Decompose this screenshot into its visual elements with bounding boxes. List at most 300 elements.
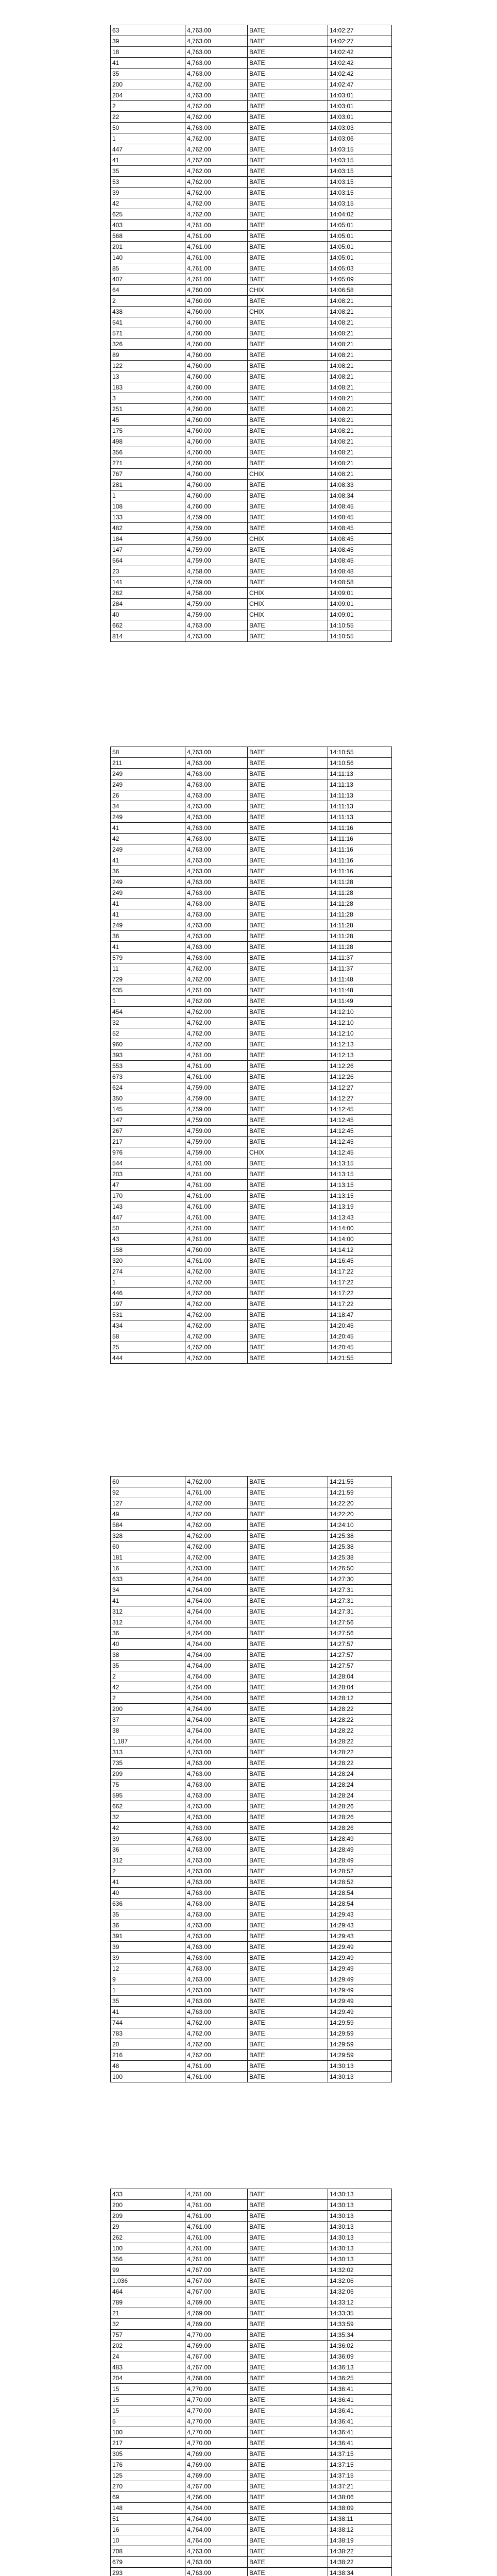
table-row xyxy=(111,1018,392,1028)
volume-cell: 133 xyxy=(111,512,185,523)
venue-cell: BATE xyxy=(248,1520,328,1531)
price-cell: 4,761.00 xyxy=(185,2254,248,2265)
table-row xyxy=(111,90,392,101)
time-cell: 14:17:22 xyxy=(328,1266,392,1277)
volume-cell: 403 xyxy=(111,220,185,231)
volume-cell: 36 xyxy=(111,931,185,942)
price-cell: 4,760.00 xyxy=(185,426,248,436)
time-cell: 14:22:20 xyxy=(328,1498,392,1509)
table-row xyxy=(111,2514,392,2524)
volume-cell: 293 xyxy=(111,2568,185,2576)
volume-cell: 36 xyxy=(111,1920,185,1931)
venue-cell: BATE xyxy=(248,1509,328,1520)
table-row xyxy=(111,2061,392,2072)
time-cell: 14:28:26 xyxy=(328,1801,392,1812)
price-cell: 4,763.00 xyxy=(185,834,248,844)
price-cell: 4,763.00 xyxy=(185,1963,248,1974)
volume-cell: 41 xyxy=(111,855,185,866)
venue-cell: BATE xyxy=(248,220,328,231)
table-row xyxy=(111,631,392,642)
time-cell: 14:02:47 xyxy=(328,79,392,90)
time-cell: 14:30:13 xyxy=(328,2200,392,2211)
volume-cell: 100 xyxy=(111,2243,185,2254)
price-cell: 4,759.00 xyxy=(185,1093,248,1104)
venue-cell: BATE xyxy=(248,144,328,155)
price-cell: 4,761.00 xyxy=(185,1212,248,1223)
time-cell: 14:38:19 xyxy=(328,2535,392,2546)
price-cell: 4,762.00 xyxy=(185,112,248,123)
table-row xyxy=(111,599,392,609)
volume-cell: 39 xyxy=(111,1942,185,1953)
volume-cell: 40 xyxy=(111,1888,185,1899)
price-cell: 4,767.00 xyxy=(185,2362,248,2373)
price-cell: 4,761.00 xyxy=(185,231,248,242)
price-cell: 4,760.00 xyxy=(185,285,248,296)
venue-cell: BATE xyxy=(248,2405,328,2416)
venue-cell: BATE xyxy=(248,844,328,855)
volume-cell: 85 xyxy=(111,263,185,274)
time-cell: 14:03:15 xyxy=(328,177,392,188)
price-cell: 4,763.00 xyxy=(185,2007,248,2018)
venue-cell: BATE xyxy=(248,426,328,436)
volume-cell: 708 xyxy=(111,2546,185,2557)
price-cell: 4,764.00 xyxy=(185,1725,248,1736)
table-row xyxy=(111,2470,392,2481)
volume-cell: 43 xyxy=(111,1234,185,1245)
time-cell: 14:12:45 xyxy=(328,1126,392,1137)
volume-cell: 38 xyxy=(111,1650,185,1660)
time-cell: 14:28:22 xyxy=(328,1736,392,1747)
venue-cell: BATE xyxy=(248,1310,328,1320)
venue-cell: BATE xyxy=(248,2330,328,2341)
time-cell: 14:11:28 xyxy=(328,899,392,909)
table-row xyxy=(111,920,392,931)
volume-cell: 47 xyxy=(111,1180,185,1191)
time-cell: 14:30:13 xyxy=(328,2211,392,2222)
table-row xyxy=(111,1942,392,1953)
table-row xyxy=(111,523,392,534)
price-cell: 4,762.00 xyxy=(185,177,248,188)
venue-cell: BATE xyxy=(248,2254,328,2265)
table-row xyxy=(111,1974,392,1985)
price-cell: 4,762.00 xyxy=(185,79,248,90)
venue-cell: BATE xyxy=(248,2072,328,2082)
table-row xyxy=(111,1650,392,1660)
volume-cell: 69 xyxy=(111,2492,185,2503)
price-cell: 4,759.00 xyxy=(185,534,248,545)
venue-cell: BATE xyxy=(248,1061,328,1072)
time-cell: 14:29:49 xyxy=(328,1963,392,1974)
venue-cell: BATE xyxy=(248,231,328,242)
volume-cell: 41 xyxy=(111,58,185,69)
table-row xyxy=(111,1790,392,1801)
volume-cell: 15 xyxy=(111,2405,185,2416)
table-row xyxy=(111,1812,392,1823)
table-row xyxy=(111,512,392,523)
venue-cell: BATE xyxy=(248,404,328,415)
venue-cell: BATE xyxy=(248,1093,328,1104)
volume-cell: 9 xyxy=(111,1974,185,1985)
price-cell: 4,769.00 xyxy=(185,2470,248,2481)
table-row xyxy=(111,1320,392,1331)
price-cell: 4,761.00 xyxy=(185,1487,248,1498)
venue-cell: BATE xyxy=(248,866,328,877)
time-cell: 14:11:13 xyxy=(328,812,392,823)
venue-cell: BATE xyxy=(248,1855,328,1866)
table-row xyxy=(111,2243,392,2254)
table-row xyxy=(111,220,392,231)
volume-cell: 1 xyxy=(111,490,185,501)
table-row xyxy=(111,2189,392,2200)
venue-cell: CHIX xyxy=(248,307,328,317)
table-row xyxy=(111,1747,392,1758)
volume-cell: 99 xyxy=(111,2265,185,2276)
time-cell: 14:27:57 xyxy=(328,1660,392,1671)
venue-cell: BATE xyxy=(248,2557,328,2568)
time-cell: 14:27:56 xyxy=(328,1617,392,1628)
venue-cell: BATE xyxy=(248,1660,328,1671)
volume-cell: 635 xyxy=(111,985,185,996)
volume-cell: 176 xyxy=(111,2460,185,2470)
price-cell: 4,763.00 xyxy=(185,888,248,899)
table-row xyxy=(111,2072,392,2082)
price-cell: 4,763.00 xyxy=(185,899,248,909)
venue-cell: BATE xyxy=(248,1082,328,1093)
venue-cell: BATE xyxy=(248,1191,328,1201)
price-cell: 4,761.00 xyxy=(185,2232,248,2243)
venue-cell: BATE xyxy=(248,1212,328,1223)
venue-cell: BATE xyxy=(248,1574,328,1585)
price-cell: 4,762.00 xyxy=(185,1277,248,1288)
time-cell: 14:02:42 xyxy=(328,47,392,58)
volume-cell: 197 xyxy=(111,1299,185,1310)
volume-cell: 35 xyxy=(111,69,185,79)
price-cell: 4,762.00 xyxy=(185,1007,248,1018)
venue-cell: BATE xyxy=(248,1704,328,1715)
time-cell: 14:28:12 xyxy=(328,1693,392,1704)
price-cell: 4,762.00 xyxy=(185,974,248,985)
price-cell: 4,769.00 xyxy=(185,2449,248,2460)
volume-cell: 209 xyxy=(111,1769,185,1780)
time-cell: 14:30:13 xyxy=(328,2189,392,2200)
price-cell: 4,763.00 xyxy=(185,1899,248,1909)
volume-cell: 5 xyxy=(111,2416,185,2427)
price-cell: 4,760.00 xyxy=(185,501,248,512)
table-row xyxy=(111,1758,392,1769)
table-row xyxy=(111,2222,392,2232)
price-cell: 4,760.00 xyxy=(185,447,248,458)
price-cell: 4,760.00 xyxy=(185,371,248,382)
venue-cell: BATE xyxy=(248,25,328,36)
price-cell: 4,760.00 xyxy=(185,436,248,447)
price-cell: 4,763.00 xyxy=(185,631,248,642)
table-row xyxy=(111,812,392,823)
volume-cell: 1 xyxy=(111,133,185,144)
table-row xyxy=(111,888,392,899)
venue-cell: BATE xyxy=(248,1104,328,1115)
table-row xyxy=(111,1931,392,1942)
venue-cell: BATE xyxy=(248,458,328,469)
volume-cell: 305 xyxy=(111,2449,185,2460)
time-cell: 14:13:15 xyxy=(328,1191,392,1201)
time-cell: 14:14:00 xyxy=(328,1223,392,1234)
venue-cell: BATE xyxy=(248,1245,328,1256)
volume-cell: 564 xyxy=(111,555,185,566)
venue-cell: BATE xyxy=(248,1158,328,1169)
price-cell: 4,760.00 xyxy=(185,382,248,393)
venue-cell: BATE xyxy=(248,123,328,133)
venue-cell: BATE xyxy=(248,501,328,512)
table-row xyxy=(111,1487,392,1498)
volume-cell: 64 xyxy=(111,285,185,296)
volume-cell: 35 xyxy=(111,1660,185,1671)
table-row xyxy=(111,2232,392,2243)
volume-cell: 281 xyxy=(111,480,185,490)
time-cell: 14:12:26 xyxy=(328,1061,392,1072)
volume-cell: 1,187 xyxy=(111,1736,185,1747)
price-cell: 4,761.00 xyxy=(185,1223,248,1234)
venue-cell: BATE xyxy=(248,942,328,953)
venue-cell: BATE xyxy=(248,2395,328,2405)
venue-cell: BATE xyxy=(248,209,328,220)
volume-cell: 39 xyxy=(111,1834,185,1844)
time-cell: 14:27:57 xyxy=(328,1650,392,1660)
table-row xyxy=(111,2568,392,2576)
venue-cell: BATE xyxy=(248,1541,328,1552)
venue-cell: BATE xyxy=(248,620,328,631)
volume-cell: 350 xyxy=(111,1093,185,1104)
table-row xyxy=(111,2039,392,2050)
price-cell: 4,763.00 xyxy=(185,25,248,36)
venue-cell: BATE xyxy=(248,1234,328,1245)
venue-cell: CHIX xyxy=(248,588,328,599)
price-cell: 4,763.00 xyxy=(185,1996,248,2007)
volume-cell: 184 xyxy=(111,534,185,545)
time-cell: 14:08:33 xyxy=(328,480,392,490)
venue-cell: BATE xyxy=(248,1498,328,1509)
table-row xyxy=(111,1823,392,1834)
time-cell: 14:14:00 xyxy=(328,1234,392,1245)
table-row xyxy=(111,620,392,631)
volume-cell: 58 xyxy=(111,1331,185,1342)
table-row xyxy=(111,263,392,274)
table-row xyxy=(111,69,392,79)
price-cell: 4,761.00 xyxy=(185,220,248,231)
volume-cell: 2 xyxy=(111,296,185,307)
volume-cell: 249 xyxy=(111,844,185,855)
venue-cell: BATE xyxy=(248,2018,328,2028)
volume-cell: 48 xyxy=(111,2061,185,2072)
volume-cell: 249 xyxy=(111,920,185,931)
venue-cell: BATE xyxy=(248,1342,328,1353)
time-cell: 14:32:06 xyxy=(328,2276,392,2286)
volume-cell: 636 xyxy=(111,1899,185,1909)
time-cell: 14:11:13 xyxy=(328,769,392,779)
volume-cell: 35 xyxy=(111,1996,185,2007)
venue-cell: BATE xyxy=(248,2189,328,2200)
volume-cell: 2 xyxy=(111,1693,185,1704)
price-cell: 4,764.00 xyxy=(185,2514,248,2524)
price-cell: 4,763.00 xyxy=(185,1769,248,1780)
time-cell: 14:11:37 xyxy=(328,953,392,963)
venue-cell: BATE xyxy=(248,1617,328,1628)
time-cell: 14:08:45 xyxy=(328,555,392,566)
time-cell: 14:20:45 xyxy=(328,1342,392,1353)
price-cell: 4,770.00 xyxy=(185,2330,248,2341)
volume-cell: 595 xyxy=(111,1790,185,1801)
time-cell: 14:26:50 xyxy=(328,1563,392,1574)
volume-cell: 50 xyxy=(111,123,185,133)
table-row xyxy=(111,2276,392,2286)
venue-cell: BATE xyxy=(248,2211,328,2222)
time-cell: 14:12:45 xyxy=(328,1147,392,1158)
venue-cell: BATE xyxy=(248,1650,328,1660)
venue-cell: BATE xyxy=(248,1963,328,1974)
price-cell: 4,770.00 xyxy=(185,2427,248,2438)
time-cell: 14:12:10 xyxy=(328,1007,392,1018)
table-row xyxy=(111,469,392,480)
volume-cell: 447 xyxy=(111,1212,185,1223)
table-row xyxy=(111,155,392,166)
time-cell: 14:09:01 xyxy=(328,599,392,609)
time-cell: 14:36:09 xyxy=(328,2351,392,2362)
venue-cell: BATE xyxy=(248,1299,328,1310)
volume-cell: 1 xyxy=(111,1277,185,1288)
venue-cell: BATE xyxy=(248,2341,328,2351)
venue-cell: BATE xyxy=(248,877,328,888)
time-cell: 14:08:21 xyxy=(328,447,392,458)
volume-cell: 249 xyxy=(111,779,185,790)
price-cell: 4,759.00 xyxy=(185,1126,248,1137)
volume-cell: 393 xyxy=(111,1050,185,1061)
table-row xyxy=(111,339,392,350)
time-cell: 14:03:15 xyxy=(328,188,392,198)
table-row xyxy=(111,2018,392,2028)
volume-cell: 216 xyxy=(111,2050,185,2061)
price-cell: 4,763.00 xyxy=(185,844,248,855)
volume-cell: 1 xyxy=(111,996,185,1007)
price-cell: 4,762.00 xyxy=(185,1541,248,1552)
price-cell: 4,764.00 xyxy=(185,1606,248,1617)
venue-cell: BATE xyxy=(248,1715,328,1725)
time-cell: 14:20:45 xyxy=(328,1320,392,1331)
price-cell: 4,762.00 xyxy=(185,2018,248,2028)
price-cell: 4,763.00 xyxy=(185,2557,248,2568)
table-row xyxy=(111,963,392,974)
price-cell: 4,762.00 xyxy=(185,1039,248,1050)
time-cell: 14:37:15 xyxy=(328,2470,392,2481)
volume-cell: 147 xyxy=(111,545,185,555)
price-cell: 4,760.00 xyxy=(185,307,248,317)
volume-cell: 531 xyxy=(111,1310,185,1320)
price-cell: 4,764.00 xyxy=(185,1650,248,1660)
time-cell: 14:28:49 xyxy=(328,1855,392,1866)
volume-cell: 320 xyxy=(111,1256,185,1266)
volume-cell: 140 xyxy=(111,252,185,263)
table-row xyxy=(111,2200,392,2211)
volume-cell: 39 xyxy=(111,36,185,47)
venue-cell: BATE xyxy=(248,101,328,112)
price-cell: 4,763.00 xyxy=(185,953,248,963)
venue-cell: BATE xyxy=(248,1628,328,1639)
table-row xyxy=(111,1985,392,1996)
time-cell: 14:28:49 xyxy=(328,1844,392,1855)
venue-cell: BATE xyxy=(248,274,328,285)
table-row xyxy=(111,823,392,834)
price-cell: 4,764.00 xyxy=(185,1704,248,1715)
time-cell: 14:03:15 xyxy=(328,198,392,209)
volume-cell: 127 xyxy=(111,1498,185,1509)
volume-cell: 200 xyxy=(111,2200,185,2211)
price-cell: 4,761.00 xyxy=(185,1061,248,1072)
time-cell: 14:36:41 xyxy=(328,2405,392,2416)
volume-cell: 38 xyxy=(111,1725,185,1736)
price-cell: 4,760.00 xyxy=(185,480,248,490)
table-row xyxy=(111,101,392,112)
venue-cell: BATE xyxy=(248,1931,328,1942)
table-row xyxy=(111,426,392,436)
venue-cell: BATE xyxy=(248,436,328,447)
time-cell: 14:10:56 xyxy=(328,758,392,769)
time-cell: 14:08:21 xyxy=(328,382,392,393)
table-row xyxy=(111,1082,392,1093)
volume-cell: 454 xyxy=(111,1007,185,1018)
time-cell: 14:28:22 xyxy=(328,1758,392,1769)
volume-cell: 625 xyxy=(111,209,185,220)
venue-cell: CHIX xyxy=(248,534,328,545)
time-cell: 14:35:34 xyxy=(328,2330,392,2341)
venue-cell: BATE xyxy=(248,909,328,920)
venue-cell: BATE xyxy=(248,1320,328,1331)
time-cell: 14:37:15 xyxy=(328,2449,392,2460)
price-cell: 4,763.00 xyxy=(185,1909,248,1920)
table-row xyxy=(111,382,392,393)
venue-cell: BATE xyxy=(248,1007,328,1018)
table-row xyxy=(111,2427,392,2438)
time-cell: 14:27:31 xyxy=(328,1585,392,1596)
time-cell: 14:03:01 xyxy=(328,90,392,101)
time-cell: 14:29:43 xyxy=(328,1909,392,1920)
volume-cell: 433 xyxy=(111,2189,185,2200)
table-row xyxy=(111,769,392,779)
price-cell: 4,762.00 xyxy=(185,188,248,198)
volume-cell: 23 xyxy=(111,566,185,577)
volume-cell: 633 xyxy=(111,1574,185,1585)
price-cell: 4,762.00 xyxy=(185,144,248,155)
price-cell: 4,767.00 xyxy=(185,2286,248,2297)
volume-cell: 58 xyxy=(111,747,185,758)
time-cell: 14:08:21 xyxy=(328,404,392,415)
time-cell: 14:32:02 xyxy=(328,2265,392,2276)
time-cell: 14:10:55 xyxy=(328,747,392,758)
price-cell: 4,763.00 xyxy=(185,1920,248,1931)
time-cell: 14:03:06 xyxy=(328,133,392,144)
table-row xyxy=(111,1353,392,1364)
table-row xyxy=(111,1769,392,1780)
table-row xyxy=(111,2492,392,2503)
table-row xyxy=(111,2535,392,2546)
venue-cell: BATE xyxy=(248,1974,328,1985)
time-cell: 14:13:15 xyxy=(328,1169,392,1180)
venue-cell: BATE xyxy=(248,263,328,274)
time-cell: 14:11:28 xyxy=(328,909,392,920)
table-row xyxy=(111,985,392,996)
table-row xyxy=(111,458,392,469)
price-cell: 4,764.00 xyxy=(185,1596,248,1606)
table-row xyxy=(111,1909,392,1920)
venue-cell: BATE xyxy=(248,931,328,942)
volume-cell: 391 xyxy=(111,1931,185,1942)
